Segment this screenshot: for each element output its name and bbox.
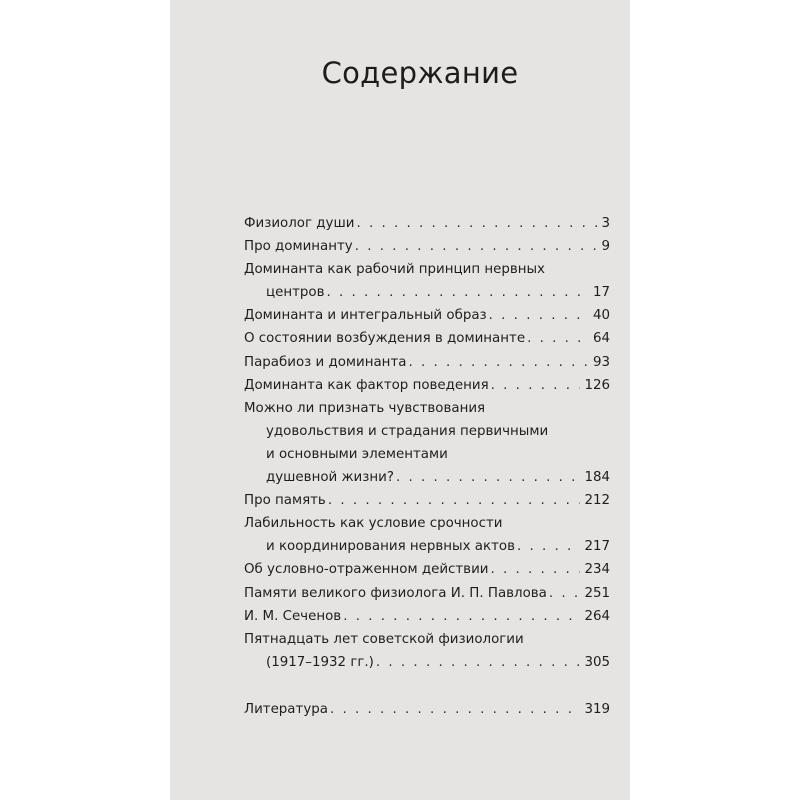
toc-entry-page: 126: [584, 377, 610, 393]
toc-entry-page: 93: [592, 354, 610, 370]
leader-dots: [490, 558, 580, 581]
toc-entry-title: Литература: [244, 701, 328, 717]
toc-entry-title-continued: (1917–1932 гг.): [266, 654, 374, 670]
toc-entry-title: И. М. Сеченов: [244, 608, 342, 624]
toc-entry-title: Памяти великого физиолога И. П. Павлова: [244, 585, 547, 601]
toc-entry-behavior-factor: [244, 374, 610, 397]
leader-dots: [491, 374, 581, 397]
toc-entry-about-dominant: [244, 235, 610, 258]
toc-entry-conditioned-action: [244, 558, 610, 581]
toc-entry-dominant-working-principle: [244, 281, 610, 304]
toc-entry-sechenov: [244, 605, 610, 628]
leader-dots: [343, 605, 580, 628]
leader-dots: [527, 327, 589, 350]
toc-entry-page: 217: [584, 539, 610, 555]
toc-entry-page: 17: [592, 285, 610, 301]
toc-entry-about-memory: [244, 489, 610, 512]
toc-entry-literature: [244, 698, 610, 721]
toc-entry-page: 264: [584, 608, 610, 624]
toc-entry-title: Доминанта как фактор поведения: [244, 377, 489, 393]
toc-entry-physiologist-of-soul: [244, 212, 610, 235]
toc-entry-page: 212: [584, 493, 610, 509]
toc-entry-title: Про доминанту: [244, 239, 353, 255]
book-page: [170, 0, 630, 800]
toc-entry-page: 234: [584, 562, 610, 578]
toc-entry-soviet-physiology: [244, 651, 610, 674]
page-title: Содержание: [321, 56, 519, 90]
toc-entry-title: Об условно-отраженном действии: [244, 562, 489, 578]
leader-dots: [517, 535, 580, 558]
toc-entry-page: 9: [601, 239, 610, 255]
toc-entry-title: О состоянии возбуждения в доминанте: [244, 331, 526, 347]
toc-entry-title: Про память: [244, 493, 326, 509]
toc-entry-feelings-elements: [244, 466, 610, 489]
toc-entry-page: 3: [601, 216, 610, 231]
leader-dots: [408, 351, 589, 374]
toc-entry-title-continued: удовольствия и страдания первичными: [266, 423, 549, 439]
toc-entry-title: Парабиоз и доминанта: [244, 354, 407, 370]
toc-entry-title-continued: и основными элементами: [266, 446, 448, 462]
toc-entry-lability: [244, 535, 610, 558]
leader-dots: [489, 304, 589, 327]
toc-entry-excitation-state: [244, 327, 610, 350]
toc-entry-page: 251: [584, 585, 610, 601]
toc-entry-pavlov-memory: [244, 582, 610, 605]
toc-entry-title: Физиолог души: [244, 216, 355, 231]
toc-entry-title: Пятнадцать лет советской физиологии: [244, 631, 524, 647]
toc-entry-title-continued: центров: [266, 285, 325, 301]
toc-entry-title-continued: и координирования нервных актов: [266, 539, 515, 555]
toc-entry-parabiosis: [244, 351, 610, 374]
toc-entry-page: 319: [584, 701, 610, 717]
leader-dots: [356, 212, 597, 235]
toc-entry-title: Лабильность как условие срочности: [244, 516, 503, 532]
leader-dots: [327, 281, 589, 304]
toc-entry-page: 40: [592, 308, 610, 324]
toc-entry-title: Доминанта и интегральный образ: [244, 308, 487, 324]
toc-entry-title: Можно ли признать чувствования: [244, 400, 486, 416]
leader-dots: [355, 235, 598, 258]
section-gap: [244, 674, 610, 698]
toc-entry-page: 305: [584, 654, 610, 670]
leader-dots: [376, 651, 581, 674]
table-of-contents: [244, 212, 610, 721]
toc-entry-title: Доминанта как рабочий принцип нервных: [244, 262, 545, 278]
leader-dots: [396, 466, 581, 489]
toc-entry-dominant-integral-image: [244, 304, 610, 327]
toc-entry-page: 184: [584, 470, 610, 486]
toc-entry-page: 64: [592, 331, 610, 347]
leader-dots: [549, 582, 581, 605]
leader-dots: [330, 698, 580, 721]
leader-dots: [328, 489, 581, 512]
toc-entry-title-continued: душевной жизни?: [266, 470, 394, 486]
